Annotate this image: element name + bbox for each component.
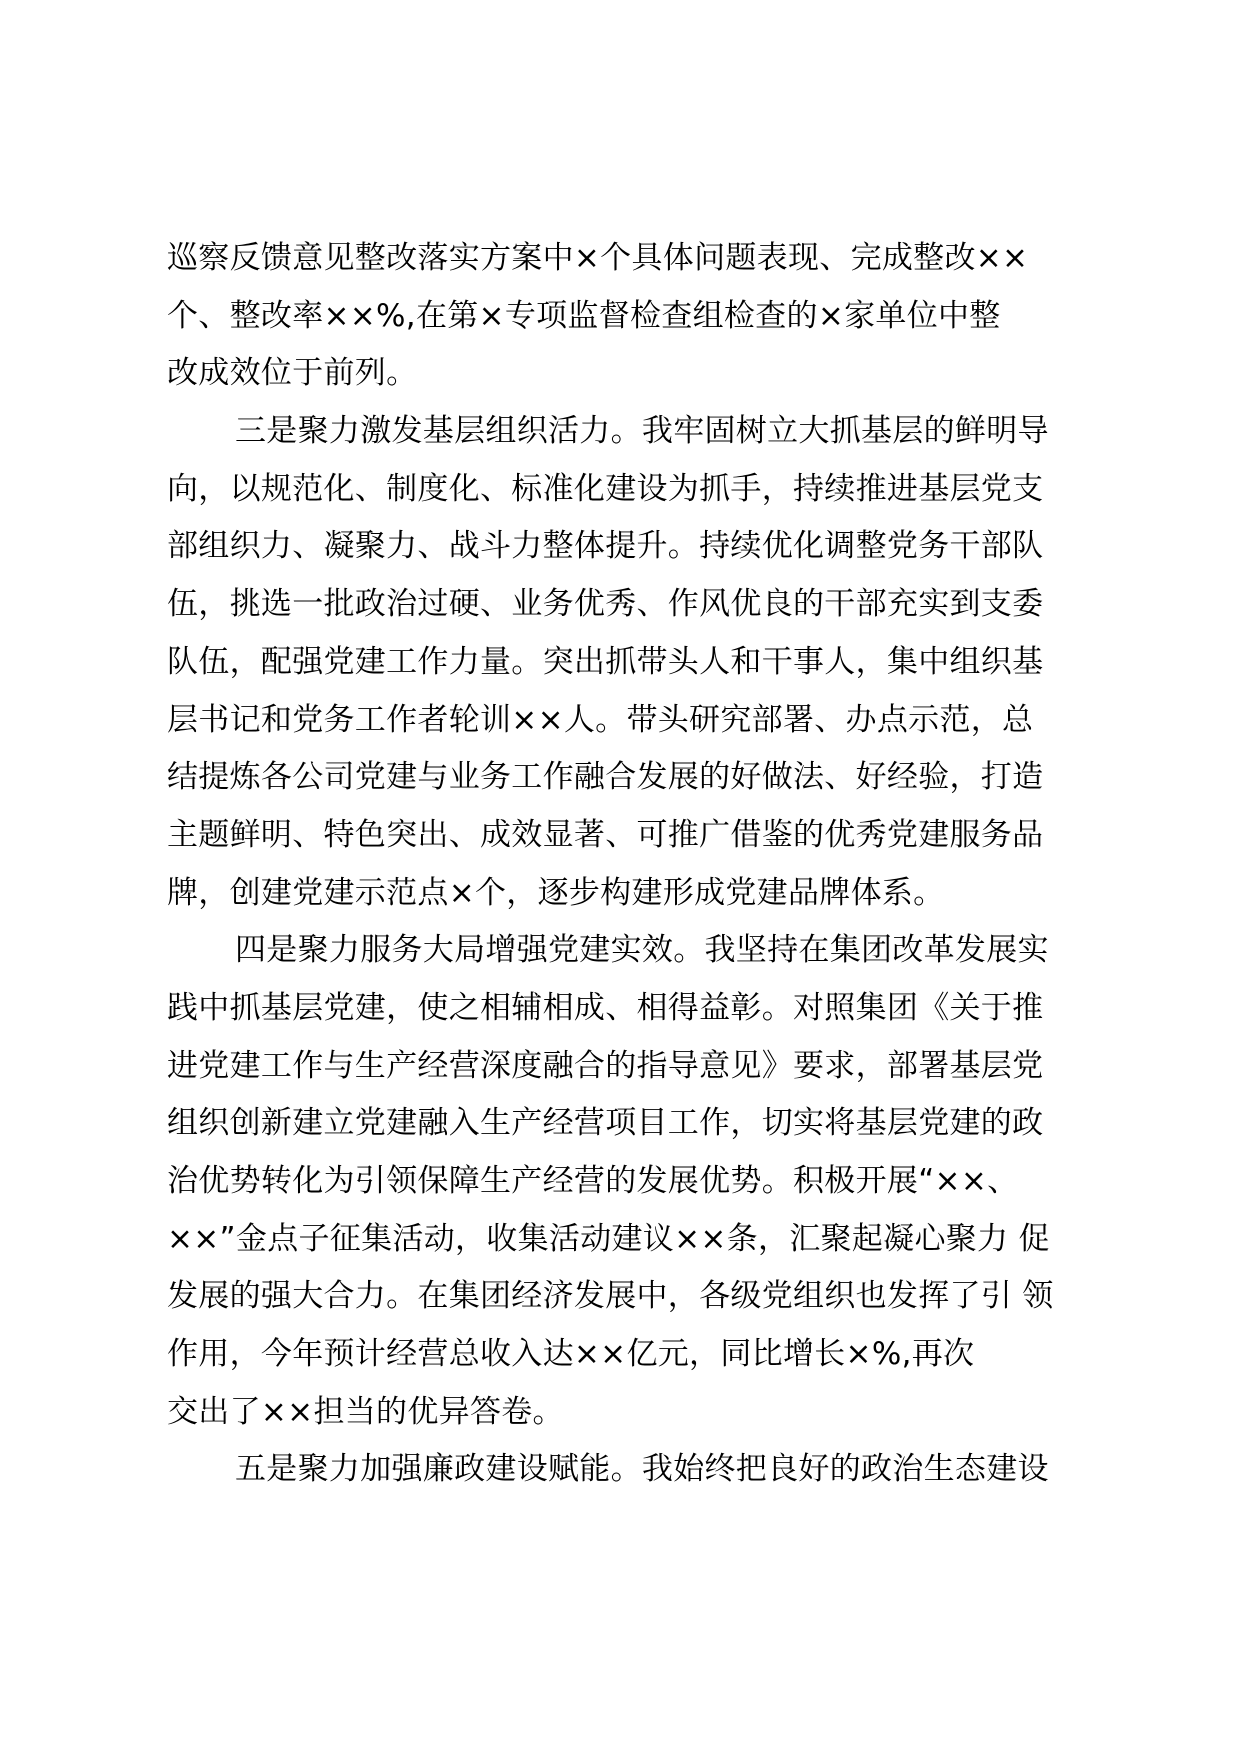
text-line-22: 五是聚力加强廉政建设赋能。我始终把良好的政治生态建设: [235, 1451, 1049, 1488]
text-line-15: 进党建工作与生产经营深度融合的指导意见》要求，部署基层党: [167, 1047, 1044, 1084]
text-line-14: 践中抓基层党建，使之相辅相成、相得益彰。对照集团《关于推: [167, 989, 1044, 1026]
text-line-6: 部组织力、凝聚力、战斗力整体提升。持续优化调整党务干部队: [167, 528, 1044, 565]
text-line-3: 改成效位于前列。: [167, 355, 418, 392]
text-line-12: 牌，创建党建示范点×个，逐步构建形成党建品牌体系。: [167, 874, 945, 911]
text-line-17: 治优势转化为引领保障生产经营的发展优势。积极开展“××、: [167, 1163, 1019, 1199]
text-line-21: 交出了××担当的优异答卷。: [167, 1393, 564, 1430]
text-line-11: 主题鲜明、特色突出、成效显著、可推广借鉴的优秀党建服务品: [167, 816, 1044, 853]
text-line-10: 结提炼各公司党建与业务工作融合发展的好做法、好经验，打造: [167, 759, 1044, 796]
text-line-19: 发展的强大合力。在集团经济发展中，各级党组织也发挥了引 领: [167, 1278, 1054, 1315]
text-line-2: 个、整改率××%,在第×专项监督检查组检查的×家单位中整: [167, 297, 1001, 334]
text-line-8: 队伍，配强党建工作力量。突出抓带头人和干事人，集中组织基: [167, 643, 1044, 680]
text-line-16: 组织创新建立党建融入生产经营项目工作，切实将基层党建的政: [167, 1105, 1044, 1142]
text-line-4: 三是聚力激发基层组织活力。我牢固树立大抓基层的鲜明导: [235, 413, 1049, 450]
document-body: [167, 230, 1097, 1499]
text-line-7: 伍，挑选一批政治过硬、业务优秀、作风优良的干部充实到支委: [167, 586, 1044, 623]
text-line-13: 四是聚力服务大局增强党建实效。我坚持在集团改革发展实: [235, 932, 1049, 969]
text-line-18: ××”金点子征集活动，收集活动建议××条，汇聚起凝心聚力 促: [167, 1220, 1050, 1257]
text-line-9: 层书记和党务工作者轮训××人。带头研究部署、办点示范，总: [167, 701, 1034, 738]
text-line-20: 作用，今年预计经营总收入达××亿元，同比增长×%,再次: [167, 1336, 975, 1373]
text-line-5: 向，以规范化、制度化、标准化建设为抓手，持续推进基层党支: [167, 470, 1044, 507]
text-line-1: 巡察反馈意见整改落实方案中×个具体问题表现、完成整改××: [167, 240, 1029, 276]
